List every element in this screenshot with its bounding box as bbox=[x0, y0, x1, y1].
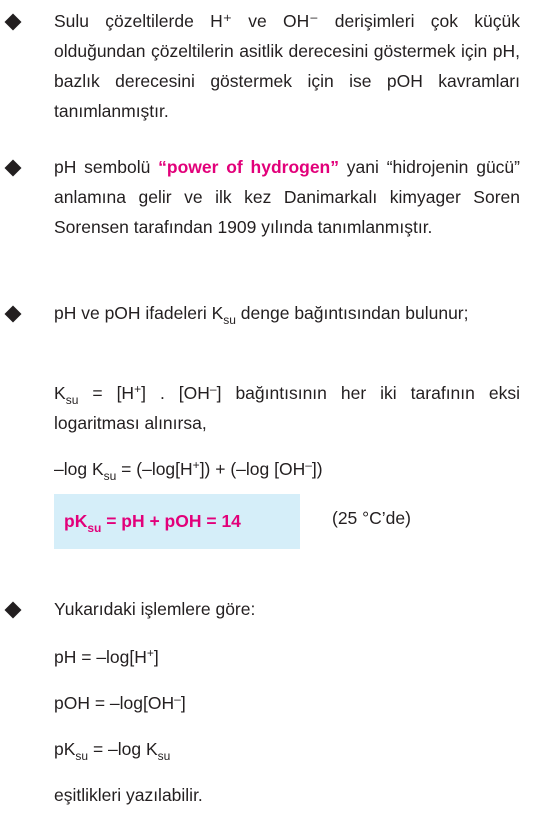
subscript: su bbox=[103, 469, 117, 483]
eq-text: pK bbox=[64, 511, 88, 531]
superscript: – bbox=[209, 382, 217, 396]
diamond-bullet-icon bbox=[5, 602, 22, 619]
eq-text: ] . [OH bbox=[141, 383, 210, 403]
superscript: + bbox=[192, 458, 200, 472]
eq-text: pK bbox=[54, 739, 76, 759]
formula-ph bbox=[54, 642, 159, 672]
formula-pksu bbox=[54, 734, 170, 764]
superscript: – bbox=[305, 458, 312, 472]
diamond-bullet-icon bbox=[5, 160, 22, 177]
paragraph-power-of-hydrogen bbox=[54, 152, 520, 242]
diamond-bullet-icon bbox=[5, 14, 22, 31]
eq-text: ] bbox=[153, 647, 159, 667]
formula-poh bbox=[54, 688, 186, 718]
closing-text: eşitlikleri yazılabilir. bbox=[54, 785, 203, 805]
superscript: + bbox=[146, 646, 154, 660]
eq-text: ] bağıntısının her iki tarafının eksi logaritması alınırsa, bbox=[54, 383, 520, 433]
superscript: – bbox=[174, 692, 181, 706]
temperature-note: (25 °C’de) bbox=[332, 508, 411, 528]
eq-text: –log K bbox=[54, 459, 104, 479]
superscript: + bbox=[134, 382, 142, 396]
paragraph-text: Sulu çözeltilerde H⁺ ve OH⁻ derişimleri çok küçük olduğundan çözeltilerin asitlik derecesini göstermek için pH, bazlık derecesini göstermek için ise pOH kavramları tanımlanmıştır. bbox=[54, 11, 520, 121]
paragraph-text: yani “hidrojenin gücü” anlamına gelir ve ilk kez Danimarkalı kimyager Soren Sorensen tarafından 1909 yılında tanımlanmıştır. bbox=[54, 157, 520, 237]
subscript: su bbox=[87, 521, 102, 535]
highlight-box bbox=[54, 494, 300, 549]
eq-text: pH = –log[H bbox=[54, 647, 147, 667]
eq-text: pOH = –log[OH bbox=[54, 693, 175, 713]
paragraph-text: denge bağıntısından bulunur; bbox=[235, 303, 469, 323]
paragraph-according: Yukarıdaki işlemlere göre: bbox=[54, 599, 256, 619]
eq-text: = pH + pOH = 14 bbox=[101, 511, 241, 531]
highlighted-term: “power of hydrogen” bbox=[158, 157, 339, 177]
eq-text: = [H bbox=[78, 383, 135, 403]
equation-ksu-line bbox=[54, 378, 520, 438]
eq-text: ]) bbox=[311, 459, 323, 479]
diamond-bullet-icon bbox=[5, 306, 22, 323]
paragraph-text: pH sembolü bbox=[54, 157, 159, 177]
paragraph-text: pH ve pOH ifadeleri K bbox=[54, 303, 224, 323]
eq-text: ]) + (–log [OH bbox=[199, 459, 306, 479]
eq-text: ] bbox=[180, 693, 186, 713]
eq-text: K bbox=[54, 383, 66, 403]
subscript: su bbox=[157, 749, 171, 763]
paragraph-ph-definition bbox=[54, 6, 520, 126]
eq-text: = (–log[H bbox=[116, 459, 193, 479]
eq-text: = –log K bbox=[88, 739, 158, 759]
subscript: su bbox=[75, 749, 89, 763]
paragraph-ksu bbox=[54, 298, 520, 328]
pksu-equation bbox=[64, 506, 241, 536]
equation-log-line bbox=[54, 454, 323, 484]
subscript: su bbox=[65, 393, 79, 407]
subscript: su bbox=[223, 313, 236, 327]
